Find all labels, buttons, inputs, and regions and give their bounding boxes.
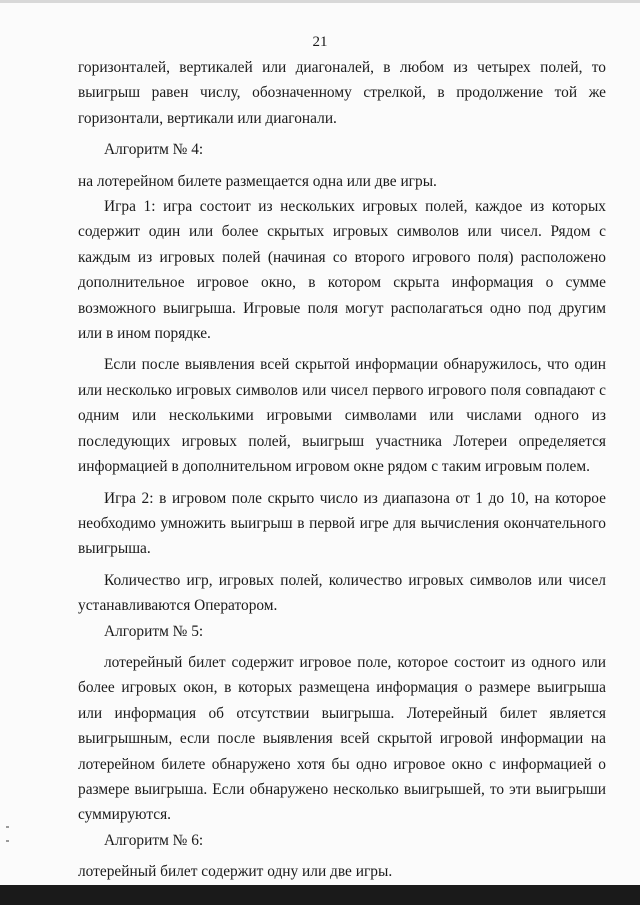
game-2-paragraph: Игра 2: в игровом поле скрыто число из диапазона от 1 до 10, на которое необходимо умножить выигрыш в первой игре для вычисления окончательного выигрыша. xyxy=(78,489,606,558)
scan-bottom-edge xyxy=(0,885,640,905)
page-number: 21 xyxy=(312,34,328,50)
document-body xyxy=(78,55,606,885)
algorithm-4-intro: на лотерейном билете размещается одна или две игры. xyxy=(78,172,437,190)
algorithm-5-paragraph: лотерейный билет содержит игровое поле, которое состоит из одного или более игровых окон, в которых размещена информация о размере выигрыша или информация об отсутствии выигрыша. Лотерейный билет является выигрышным, если после выявления всей скрытой игровой информации на лотерейном билете обнаружено хотя бы одно игровое окно с информацией о размере выигрыша. Если обнаружено несколько выигрышей, то эти выигрыши суммируются. xyxy=(78,653,606,824)
scan-speck xyxy=(6,826,9,828)
algorithm-6-heading: Алгоритм № 6: xyxy=(104,831,204,849)
winning-rule-paragraph: Если после выявления всей скрытой информации обнаружилось, что один или несколько игровых символов или чисел первого игрового поля совпадают с одним или несколькими игровыми символами или числами одного из последующих игровых полей, выигрыш участника Лотереи определяется информацией в дополнительном игровом окне рядом с таким игровым полем. xyxy=(78,356,606,476)
paragraph-continuation: горизонталей, вертикалей или диагоналей, в любом из четырех полей, то выигрыш равен числу, обозначенному стрелкой, в продолжение той же горизонтали, вертикали или диагонали. xyxy=(78,59,606,127)
scan-top-edge xyxy=(0,0,640,3)
algorithm-5-heading: Алгоритм № 5: xyxy=(104,622,204,640)
algorithm-4-heading: Алгоритм № 4: xyxy=(104,141,204,159)
scan-speck xyxy=(6,840,9,842)
game-1-paragraph: Игра 1: игра состоит из нескольких игровых полей, каждое из которых содержит один или более скрытых игровых символов или чисел. Рядом с каждым из игровых полей (начиная со второго игрового поля) расположено дополнительное игровое окно, в котором скрыта информация о сумме возможного выигрыша. Игровые поля могут располагаться одно под другим или в ином порядке. xyxy=(78,198,606,343)
algorithm-6-paragraph: лотерейный билет содержит одну или две игры. xyxy=(78,863,393,881)
operator-paragraph: Количество игр, игровых полей, количество игровых символов или чисел устанавливаются Оператором. xyxy=(78,571,606,615)
